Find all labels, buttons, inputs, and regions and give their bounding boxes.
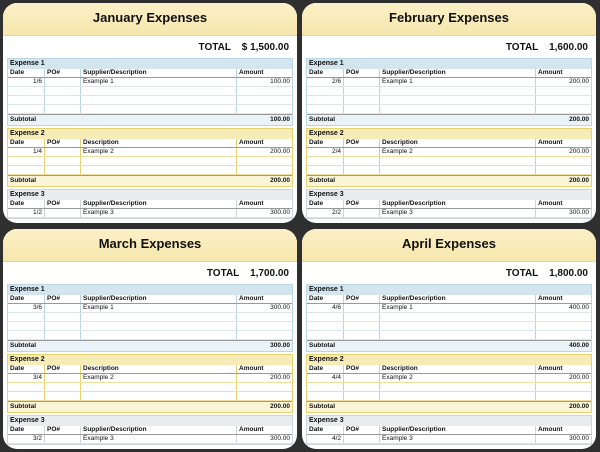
- empty-row: [307, 322, 591, 331]
- header-amount: Amount: [236, 139, 292, 147]
- cell-amount[interactable]: [535, 105, 591, 113]
- card-title: March Expenses: [3, 229, 297, 262]
- cell-description[interactable]: [80, 392, 236, 400]
- cell-description[interactable]: Example 1: [379, 78, 535, 86]
- section-name: Expense 2: [8, 355, 292, 365]
- total-row: [302, 36, 596, 56]
- empty-row: [8, 322, 292, 331]
- cell-description[interactable]: [80, 96, 236, 104]
- total-label: TOTAL: [206, 268, 240, 279]
- cell-description[interactable]: [379, 322, 535, 330]
- table-row: [8, 148, 292, 157]
- header-date: Date: [309, 365, 324, 372]
- empty-row: [307, 331, 591, 340]
- cell-date[interactable]: [307, 87, 343, 95]
- expense-section-2: [306, 128, 592, 187]
- subtotal-value[interactable]: 200.00: [270, 403, 290, 410]
- cell-po[interactable]: [343, 105, 379, 113]
- cell-amount[interactable]: [535, 322, 591, 330]
- cell-description[interactable]: [80, 157, 236, 165]
- cell-date[interactable]: [8, 166, 44, 174]
- subtotal-label: Subtotal: [309, 403, 335, 410]
- expense-card-march: [3, 229, 297, 449]
- cell-amount[interactable]: 400.00: [535, 304, 591, 312]
- cell-po[interactable]: [44, 78, 80, 86]
- cell-amount[interactable]: [535, 313, 591, 321]
- header-date: Date: [10, 139, 25, 146]
- header-po: PO#: [343, 295, 379, 303]
- header-amount: Amount: [236, 295, 292, 303]
- header-description: Description: [80, 365, 236, 373]
- cell-date[interactable]: [307, 157, 343, 165]
- header-po: PO#: [44, 295, 80, 303]
- total-label: TOTAL: [505, 42, 539, 53]
- subtotal-row: [307, 401, 591, 412]
- cell-po[interactable]: [44, 209, 80, 217]
- cell-description[interactable]: Example 2: [80, 148, 236, 156]
- subtotal-row: [8, 401, 292, 412]
- table-row: [8, 209, 292, 218]
- cell-amount[interactable]: 300.00: [236, 435, 292, 443]
- expense-section-2: [7, 128, 293, 187]
- cell-po[interactable]: [44, 166, 80, 174]
- header-date: Date: [10, 69, 25, 76]
- expense-section-2: [306, 354, 592, 413]
- subtotal-row: [307, 175, 591, 186]
- cell-po[interactable]: [343, 148, 379, 156]
- header-date: Date: [10, 200, 25, 207]
- cell-po[interactable]: [343, 435, 379, 443]
- cell-amount[interactable]: 300.00: [535, 209, 591, 217]
- cell-po[interactable]: [343, 157, 379, 165]
- header-po: PO#: [343, 69, 379, 77]
- cell-amount[interactable]: [535, 331, 591, 339]
- cell-po[interactable]: [343, 392, 379, 400]
- cell-description[interactable]: Example 3: [80, 435, 236, 443]
- header-po: PO#: [44, 426, 80, 434]
- header-po: PO#: [343, 139, 379, 147]
- subtotal-value[interactable]: 200.00: [270, 177, 290, 184]
- table-row: [307, 148, 591, 157]
- cell-description[interactable]: [80, 383, 236, 391]
- column-headers: [307, 139, 591, 148]
- cell-po[interactable]: [44, 304, 80, 312]
- header-amount: Amount: [236, 426, 292, 434]
- column-headers: [8, 365, 292, 374]
- expense-section-3: [306, 189, 592, 219]
- table-row: [307, 209, 591, 218]
- cell-po[interactable]: [343, 304, 379, 312]
- cell-date[interactable]: 2/2: [331, 209, 341, 216]
- empty-row: [307, 87, 591, 96]
- cell-amount[interactable]: [535, 383, 591, 391]
- cell-date[interactable]: 4/6: [331, 304, 341, 311]
- total-row: [3, 262, 297, 282]
- column-headers: [307, 426, 591, 435]
- cell-description[interactable]: Example 2: [80, 374, 236, 382]
- cell-amount[interactable]: 100.00: [236, 78, 292, 86]
- cell-date[interactable]: [307, 331, 343, 339]
- cell-date[interactable]: 4/4: [331, 374, 341, 381]
- cell-amount[interactable]: [236, 166, 292, 174]
- section-name: Expense 3: [307, 190, 591, 200]
- table-row: [307, 435, 591, 444]
- empty-row: [307, 96, 591, 105]
- cell-po[interactable]: [343, 166, 379, 174]
- cell-amount[interactable]: 200.00: [535, 78, 591, 86]
- cell-date[interactable]: 1/2: [32, 209, 42, 216]
- expense-section-2: [7, 354, 293, 413]
- empty-row: [8, 157, 292, 166]
- header-description: Supplier/Description: [379, 69, 535, 77]
- header-po: PO#: [343, 200, 379, 208]
- cell-description[interactable]: [80, 313, 236, 321]
- cell-amount[interactable]: [236, 331, 292, 339]
- section-name: Expense 2: [307, 129, 591, 139]
- header-po: PO#: [44, 139, 80, 147]
- cell-description[interactable]: [379, 331, 535, 339]
- cell-amount[interactable]: [236, 96, 292, 104]
- empty-row: [307, 166, 591, 175]
- section-name: Expense 3: [8, 190, 292, 200]
- subtotal-value[interactable]: 200.00: [569, 403, 589, 410]
- subtotal-label: Subtotal: [309, 116, 335, 123]
- empty-row: [8, 392, 292, 401]
- cell-po[interactable]: [44, 331, 80, 339]
- table-row: [8, 435, 292, 444]
- section-name: Expense 1: [8, 59, 292, 69]
- cell-po[interactable]: [44, 105, 80, 113]
- subtotal-row: [8, 175, 292, 186]
- expense-section-3: [306, 415, 592, 445]
- cell-po[interactable]: [44, 96, 80, 104]
- empty-row: [8, 166, 292, 175]
- cell-po[interactable]: [343, 87, 379, 95]
- cell-amount[interactable]: [535, 166, 591, 174]
- table-row: [8, 304, 292, 313]
- header-date: Date: [10, 426, 25, 433]
- header-date: Date: [309, 139, 324, 146]
- empty-row: [8, 331, 292, 340]
- header-po: PO#: [44, 365, 80, 373]
- cell-po[interactable]: [343, 313, 379, 321]
- header-date: Date: [309, 295, 324, 302]
- empty-row: [8, 105, 292, 114]
- cell-description[interactable]: [80, 87, 236, 95]
- cell-amount[interactable]: 300.00: [236, 209, 292, 217]
- header-description: Supplier/Description: [379, 426, 535, 434]
- total-value[interactable]: 1,600.00: [549, 42, 588, 53]
- header-description: Supplier/Description: [379, 295, 535, 303]
- empty-row: [8, 313, 292, 322]
- header-description: Supplier/Description: [80, 295, 236, 303]
- cell-description[interactable]: Example 2: [379, 374, 535, 382]
- cell-amount[interactable]: 200.00: [535, 148, 591, 156]
- expense-card-february: [302, 3, 596, 223]
- subtotal-label: Subtotal: [10, 177, 36, 184]
- cell-po[interactable]: [44, 87, 80, 95]
- cell-date[interactable]: [307, 313, 343, 321]
- cell-date[interactable]: [8, 96, 44, 104]
- cell-date[interactable]: [8, 392, 44, 400]
- header-date: Date: [309, 426, 324, 433]
- card-title: January Expenses: [3, 3, 297, 36]
- cell-date[interactable]: 4/2: [331, 435, 341, 442]
- cell-po[interactable]: [44, 313, 80, 321]
- cell-date[interactable]: [8, 383, 44, 391]
- cell-description[interactable]: [379, 96, 535, 104]
- subtotal-row: [307, 340, 591, 351]
- cell-date[interactable]: [8, 331, 44, 339]
- cell-po[interactable]: [44, 322, 80, 330]
- expense-section-1: [306, 284, 592, 352]
- column-headers: [307, 295, 591, 304]
- header-po: PO#: [44, 200, 80, 208]
- cell-amount[interactable]: [236, 87, 292, 95]
- cell-date[interactable]: [8, 87, 44, 95]
- cell-po[interactable]: [44, 392, 80, 400]
- expense-section-1: [7, 58, 293, 126]
- column-headers: [8, 69, 292, 78]
- cell-amount[interactable]: [236, 105, 292, 113]
- empty-row: [307, 313, 591, 322]
- section-name: Expense 1: [307, 59, 591, 69]
- cell-date[interactable]: [8, 105, 44, 113]
- cell-amount[interactable]: [535, 157, 591, 165]
- header-amount: Amount: [236, 200, 292, 208]
- header-po: PO#: [343, 365, 379, 373]
- total-label: TOTAL: [505, 268, 539, 279]
- cell-amount[interactable]: [236, 322, 292, 330]
- cell-amount[interactable]: 200.00: [535, 374, 591, 382]
- cell-description[interactable]: [379, 105, 535, 113]
- header-amount: Amount: [236, 69, 292, 77]
- cell-po[interactable]: [44, 374, 80, 382]
- subtotal-row: [8, 114, 292, 125]
- total-row: [3, 36, 297, 56]
- empty-row: [307, 105, 591, 114]
- cell-amount[interactable]: [236, 392, 292, 400]
- cell-date[interactable]: 1/6: [32, 78, 42, 85]
- empty-row: [307, 383, 591, 392]
- header-po: PO#: [44, 69, 80, 77]
- subtotal-value[interactable]: 300.00: [270, 342, 290, 349]
- expense-section-3: [7, 415, 293, 445]
- subtotal-value[interactable]: 200.00: [569, 116, 589, 123]
- cell-description[interactable]: [379, 87, 535, 95]
- section-name: Expense 2: [8, 129, 292, 139]
- cell-date[interactable]: [307, 383, 343, 391]
- cell-description[interactable]: [80, 166, 236, 174]
- cell-po[interactable]: [343, 331, 379, 339]
- cell-amount[interactable]: [535, 392, 591, 400]
- cell-po[interactable]: [44, 148, 80, 156]
- empty-row: [8, 96, 292, 105]
- cell-date[interactable]: 2/4: [331, 148, 341, 155]
- cell-amount[interactable]: 300.00: [236, 304, 292, 312]
- column-headers: [8, 426, 292, 435]
- total-row: [302, 262, 596, 282]
- empty-row: [307, 392, 591, 401]
- header-description: Supplier/Description: [80, 69, 236, 77]
- header-amount: Amount: [535, 426, 591, 434]
- header-date: Date: [309, 200, 324, 207]
- header-amount: Amount: [535, 365, 591, 373]
- cell-description[interactable]: [80, 331, 236, 339]
- section-name: Expense 3: [8, 416, 292, 426]
- column-headers: [8, 139, 292, 148]
- expense-card-january: [3, 3, 297, 223]
- column-headers: [8, 295, 292, 304]
- cell-description[interactable]: Example 1: [379, 304, 535, 312]
- cell-po[interactable]: [343, 374, 379, 382]
- expense-section-1: [306, 58, 592, 126]
- cell-amount[interactable]: [236, 383, 292, 391]
- section-name: Expense 3: [307, 416, 591, 426]
- cell-amount[interactable]: [236, 313, 292, 321]
- cell-po[interactable]: [44, 157, 80, 165]
- cell-description[interactable]: [379, 313, 535, 321]
- expense-card-april: [302, 229, 596, 449]
- subtotal-label: Subtotal: [10, 403, 36, 410]
- cell-description[interactable]: [80, 322, 236, 330]
- cell-po[interactable]: [343, 383, 379, 391]
- expense-section-1: [7, 284, 293, 352]
- cell-amount[interactable]: 200.00: [236, 148, 292, 156]
- cell-po[interactable]: [343, 209, 379, 217]
- cell-amount[interactable]: [535, 96, 591, 104]
- empty-row: [8, 383, 292, 392]
- cell-description[interactable]: [379, 392, 535, 400]
- table-row: [307, 304, 591, 313]
- header-date: Date: [309, 69, 324, 76]
- header-description: Description: [379, 139, 535, 147]
- cell-po[interactable]: [44, 435, 80, 443]
- cell-date[interactable]: [8, 157, 44, 165]
- header-amount: Amount: [535, 139, 591, 147]
- column-headers: [307, 200, 591, 209]
- total-label: TOTAL: [198, 42, 231, 53]
- cell-description[interactable]: [80, 105, 236, 113]
- cell-description[interactable]: Example 1: [80, 78, 236, 86]
- cell-description[interactable]: Example 1: [80, 304, 236, 312]
- header-amount: Amount: [535, 295, 591, 303]
- cell-description[interactable]: Example 3: [379, 435, 535, 443]
- total-value[interactable]: 1,700.00: [250, 268, 289, 279]
- cell-date[interactable]: [307, 322, 343, 330]
- subtotal-row: [307, 114, 591, 125]
- cell-amount[interactable]: 200.00: [236, 374, 292, 382]
- header-amount: Amount: [535, 200, 591, 208]
- cell-date[interactable]: 3/2: [32, 435, 42, 442]
- subtotal-value[interactable]: 100.00: [270, 116, 290, 123]
- subtotal-value[interactable]: 400.00: [569, 342, 589, 349]
- column-headers: [307, 365, 591, 374]
- cell-po[interactable]: [343, 78, 379, 86]
- expense-section-3: [7, 189, 293, 219]
- subtotal-label: Subtotal: [10, 342, 36, 349]
- cell-date[interactable]: 1/4: [32, 148, 42, 155]
- card-title: April Expenses: [302, 229, 596, 262]
- total-value[interactable]: $ 1,500.00: [241, 42, 289, 53]
- header-po: PO#: [343, 426, 379, 434]
- card-title: February Expenses: [302, 3, 596, 36]
- subtotal-value[interactable]: 200.00: [569, 177, 589, 184]
- cell-amount[interactable]: [535, 87, 591, 95]
- cell-po[interactable]: [44, 383, 80, 391]
- subtotal-row: [8, 340, 292, 351]
- header-amount: Amount: [236, 365, 292, 373]
- cell-date[interactable]: [307, 392, 343, 400]
- header-description: Supplier/Description: [80, 426, 236, 434]
- table-row: [307, 374, 591, 383]
- section-name: Expense 2: [307, 355, 591, 365]
- cell-date[interactable]: [8, 313, 44, 321]
- cell-date[interactable]: 3/6: [32, 304, 42, 311]
- cell-description[interactable]: Example 2: [379, 148, 535, 156]
- subtotal-label: Subtotal: [309, 177, 335, 184]
- cell-amount[interactable]: 300.00: [535, 435, 591, 443]
- cell-po[interactable]: [343, 96, 379, 104]
- cell-date[interactable]: [307, 105, 343, 113]
- header-description: Description: [80, 139, 236, 147]
- total-value[interactable]: 1,800.00: [549, 268, 588, 279]
- section-name: Expense 1: [307, 285, 591, 295]
- cell-description[interactable]: Example 3: [80, 209, 236, 217]
- cell-date[interactable]: 2/6: [331, 78, 341, 85]
- header-description: Description: [379, 365, 535, 373]
- header-date: Date: [10, 295, 25, 302]
- section-name: Expense 1: [8, 285, 292, 295]
- cell-date[interactable]: [307, 166, 343, 174]
- header-date: Date: [10, 365, 25, 372]
- cell-description[interactable]: Example 3: [379, 209, 535, 217]
- cell-description[interactable]: [379, 383, 535, 391]
- header-description: Supplier/Description: [379, 200, 535, 208]
- cell-po[interactable]: [343, 322, 379, 330]
- empty-row: [307, 157, 591, 166]
- cell-date[interactable]: [307, 96, 343, 104]
- table-row: [8, 374, 292, 383]
- subtotal-label: Subtotal: [309, 342, 335, 349]
- column-headers: [307, 69, 591, 78]
- header-amount: Amount: [535, 69, 591, 77]
- header-description: Supplier/Description: [80, 200, 236, 208]
- cell-description[interactable]: [379, 166, 535, 174]
- cell-date[interactable]: 3/4: [32, 374, 42, 381]
- subtotal-label: Subtotal: [10, 116, 36, 123]
- table-row: [307, 78, 591, 87]
- empty-row: [8, 87, 292, 96]
- cell-description[interactable]: [379, 157, 535, 165]
- column-headers: [8, 200, 292, 209]
- cell-amount[interactable]: [236, 157, 292, 165]
- cell-date[interactable]: [8, 322, 44, 330]
- table-row: [8, 78, 292, 87]
